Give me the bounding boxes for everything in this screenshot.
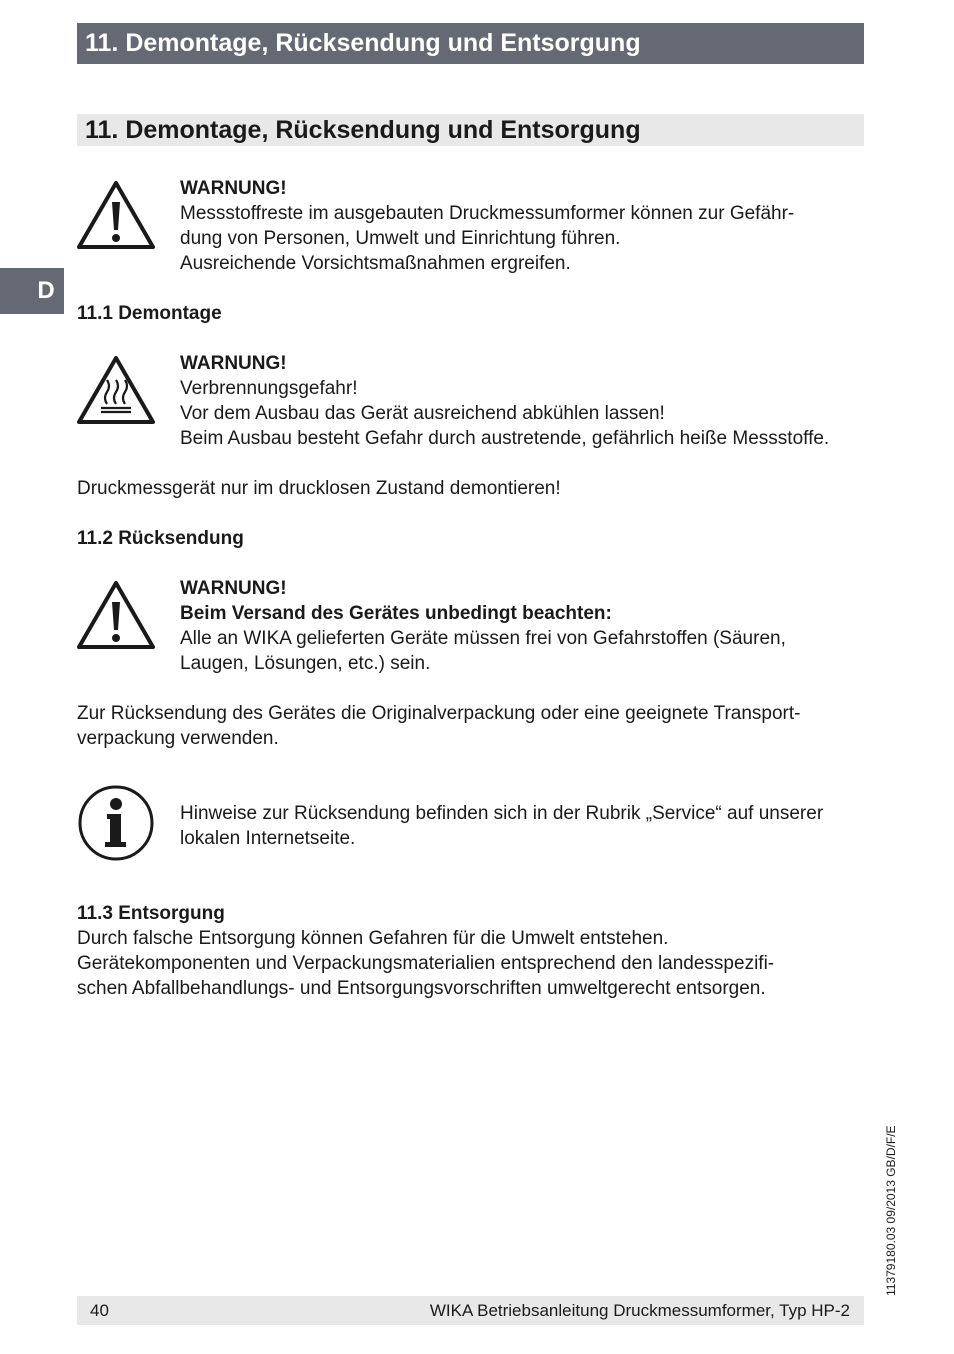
warning-heading: WARNUNG! <box>180 578 287 599</box>
warning-triangle-icon <box>77 580 155 650</box>
warning-text-line: Vor dem Ausbau das Gerät ausreichend abkühlen lassen! <box>180 403 665 424</box>
warning-text-line: Verbrennungsgefahr! <box>180 378 358 399</box>
subsection-heading: 11.1 Demontage <box>77 303 222 324</box>
warning-text-line: Alle an WIKA gelieferten Geräte müssen frei von Gefahrstoffen (Säuren, <box>180 628 786 649</box>
warning-heading: WARNUNG! <box>180 178 287 199</box>
info-icon <box>77 784 155 862</box>
body-paragraph-line: schen Abfallbehandlungs- und Entsorgungsvorschriften umweltgerecht entsorgen. <box>77 978 766 999</box>
body-paragraph-line: verpackung verwenden. <box>77 728 279 749</box>
warning-triangle-icon <box>77 180 155 250</box>
warning-text-line: dung von Personen, Umwelt und Einrichtung führen. <box>180 228 621 249</box>
page-number: 40 <box>90 1301 109 1320</box>
page-footer <box>77 1296 864 1325</box>
footer-doc-title: WIKA Betriebsanleitung Druckmessumformer, Typ HP-2 <box>429 1301 850 1320</box>
hot-surface-icon <box>77 355 155 425</box>
warning-heading: WARNUNG! <box>180 353 287 374</box>
document-code: 11379180.03 09/2013 GB/D/F/E <box>884 1125 898 1296</box>
body-paragraph-line: Gerätekomponenten und Verpackungsmaterialien entsprechend den landesspezifi- <box>77 953 775 974</box>
chapter-header: 11. Demontage, Rücksendung und Entsorgung <box>77 23 864 64</box>
subsection-heading: 11.2 Rücksendung <box>77 528 244 549</box>
info-text-line: Hinweise zur Rücksendung befinden sich in der Rubrik „Service“ auf unserer <box>180 803 824 824</box>
info-text-line: lokalen Internetseite. <box>180 828 356 849</box>
body-paragraph-line: Durch falsche Entsorgung können Gefahren für die Umwelt entstehen. <box>77 928 669 949</box>
body-paragraph-line: Zur Rücksendung des Gerätes die Originalverpackung oder eine geeignete Transport- <box>77 703 801 724</box>
warning-text-line: Beim Ausbau besteht Gefahr durch austretende, gefährlich heiße Messstoffe. <box>180 428 830 449</box>
warning-text-line: Messstoffreste im ausgebauten Druckmessumformer können zur Gefähr- <box>180 203 795 224</box>
section-title: 11. Demontage, Rücksendung und Entsorgung <box>77 114 864 146</box>
body-paragraph: Druckmessgerät nur im drucklosen Zustand demontieren! <box>77 478 561 499</box>
warning-subheading: Beim Versand des Gerätes unbedingt beachten: <box>180 603 612 624</box>
subsection-heading: 11.3 Entsorgung <box>77 903 225 924</box>
warning-text-line: Ausreichende Vorsichtsmaßnahmen ergreifen. <box>180 253 571 274</box>
warning-text-line: Laugen, Lösungen, etc.) sein. <box>180 653 431 674</box>
language-tab: D <box>0 268 64 314</box>
